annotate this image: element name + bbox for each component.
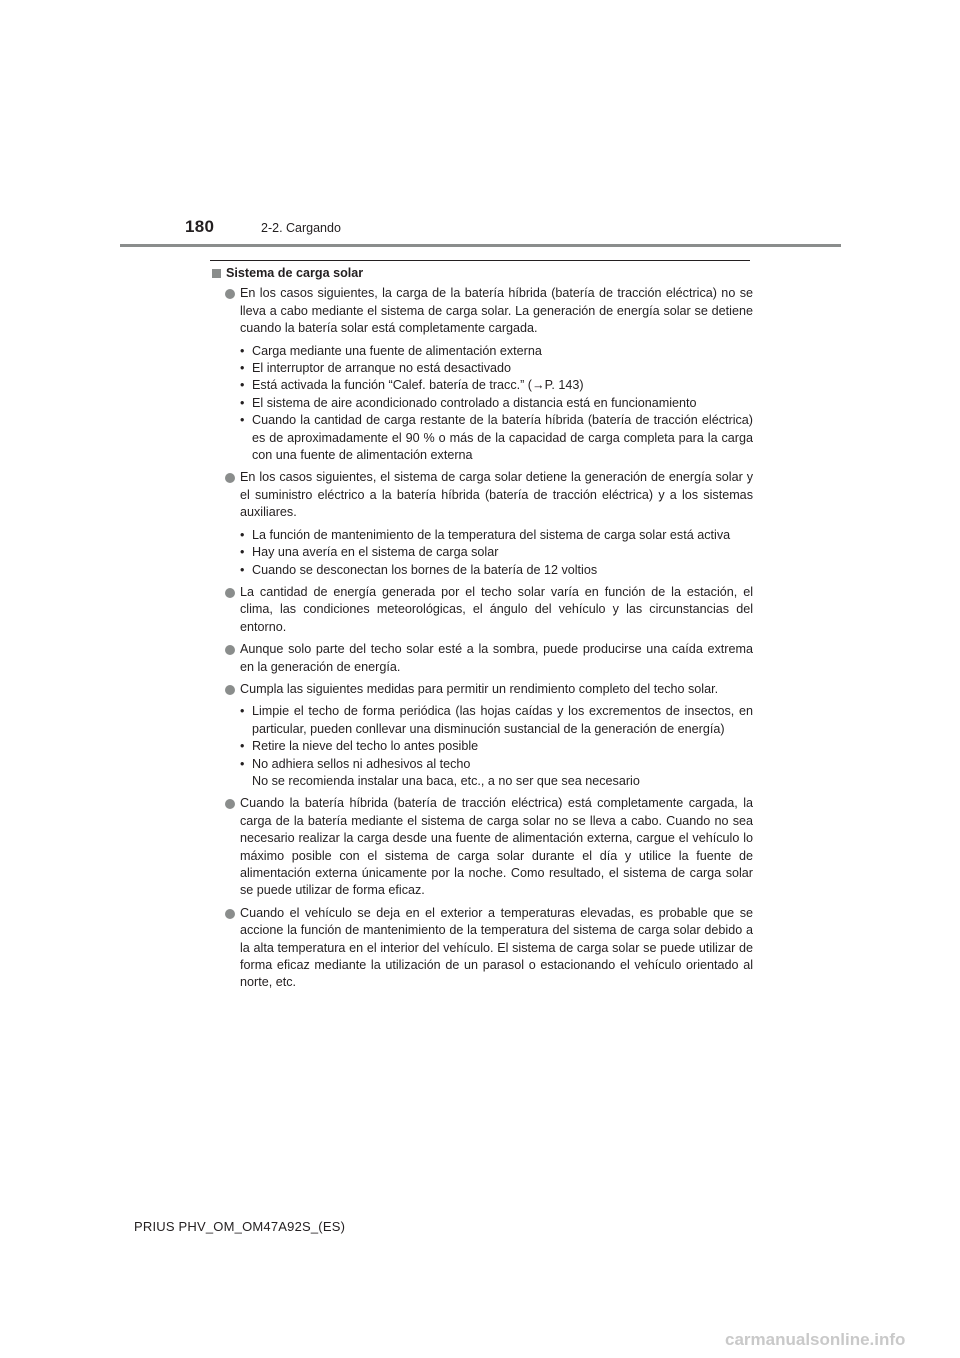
section-title: Sistema de carga solar (226, 266, 364, 280)
page-number: 180 (185, 217, 215, 236)
sub-list-item: • Retire la nieve del techo lo antes posible (240, 738, 753, 755)
bullet-item (210, 681, 753, 790)
circle-bullet-icon (225, 473, 235, 483)
sub-list-item: • El sistema de aire acondicionado controlado a distancia está en funcionamiento (240, 395, 753, 412)
sub-list (240, 703, 753, 790)
sub-list (240, 527, 753, 579)
bullet-item (210, 641, 753, 676)
sub-list-item: • Limpie el techo de forma periódica (las hojas caídas y los excrementos de insectos, en particular, pueden conllevar una disminución sustancial de la generación de energía) (240, 703, 753, 738)
sub-list-item: • El interruptor de arranque no está desactivado (240, 360, 753, 377)
circle-bullet-icon (225, 645, 235, 655)
bullet-text: Cuando el vehículo se deja en el exterior a temperaturas elevadas, es probable que se accione la función de mantenimiento de la temperatura del sistema de carga solar debido a la alta temperatura en el interior del vehículo. El sistema de carga solar se puede utilizar de forma eficaz mediante la utilización de un parasol o estacionando el vehículo orientado al norte, etc. (240, 905, 753, 990)
content-divider (210, 260, 750, 261)
sub-list-item: • Cuando la cantidad de carga restante de la batería híbrida (batería de tracción eléctrica) es de aproximadamente el 90 % o más de la capacidad de carga completa para la carga con una fuente de alimentación externa (240, 412, 753, 464)
section-header: 2-2. Cargando (261, 221, 341, 235)
header-divider (120, 244, 841, 247)
bullet-text: Cumpla las siguientes medidas para permitir un rendimiento completo del techo solar. (240, 681, 719, 696)
circle-bullet-icon (225, 289, 235, 299)
sub-list-item: • Carga mediante una fuente de alimentación externa (240, 343, 753, 360)
circle-bullet-icon (225, 588, 235, 598)
sub-list-item: • No adhiera sellos ni adhesivos al techo No se recomienda instalar una baca, etc., a no ser que sea necesario (240, 756, 753, 791)
sub-list-item: • Está activada la función “Calef. batería de tracc.” (→P. 143) (240, 377, 753, 394)
watermark: carmanualsonline.info (725, 1330, 906, 1349)
bullet-text: En los casos siguientes, la carga de la batería híbrida (batería de tracción eléctrica) no se lleva a cabo mediante el sistema de carga solar. La generación de energía solar se detiene cuando la batería solar está completamente cargada. (240, 286, 753, 336)
square-bullet-icon (212, 269, 221, 278)
footer-doc-id: PRIUS PHV_OM_OM47A92S_(ES) (134, 1219, 346, 1234)
bullet-item (210, 469, 753, 578)
sub-list-item: • La función de mantenimiento de la temperatura del sistema de carga solar está activa (240, 527, 753, 544)
bullet-list (210, 285, 753, 991)
section-heading (212, 265, 753, 282)
circle-bullet-icon (225, 685, 235, 695)
bullet-item (210, 905, 753, 992)
bullet-text: En los casos siguientes, el sistema de carga solar detiene la generación de energía solar y el suministro eléctrico a la batería híbrida (batería de tracción eléctrica) y a los sistemas auxiliares. (240, 470, 753, 520)
circle-bullet-icon (225, 799, 235, 809)
sub-list-item: • Cuando se desconectan los bornes de la batería de 12 voltios (240, 562, 753, 579)
bullet-item (210, 584, 753, 636)
bullet-item (210, 285, 753, 464)
sub-list (240, 343, 753, 465)
bullet-text: Aunque solo parte del techo solar esté a la sombra, puede producirse una caída extrema en la generación de energía. (240, 642, 753, 674)
sub-list-item: • Hay una avería en el sistema de carga solar (240, 544, 753, 561)
circle-bullet-icon (225, 909, 235, 919)
content (210, 265, 753, 997)
bullet-text: La cantidad de energía generada por el techo solar varía en función de la estación, el clima, las condiciones meteorológicas, el ángulo del vehículo y las circunstancias del entorno. (240, 584, 753, 634)
bullet-item (210, 795, 753, 899)
bullet-text: Cuando la batería híbrida (batería de tracción eléctrica) está completamente cargada, la carga de la batería mediante el sistema de carga solar no se lleva a cabo. Cuando no sea necesario realizar la carga desde una fuente de alimentación externa, cargue el vehículo lo máximo posible con el sistema de carga solar durante el día y utilice la fuente de alimentación externa únicamente por la noche. Como resultado, el sistema de carga solar se puede utilizar de forma eficaz. (240, 796, 753, 898)
